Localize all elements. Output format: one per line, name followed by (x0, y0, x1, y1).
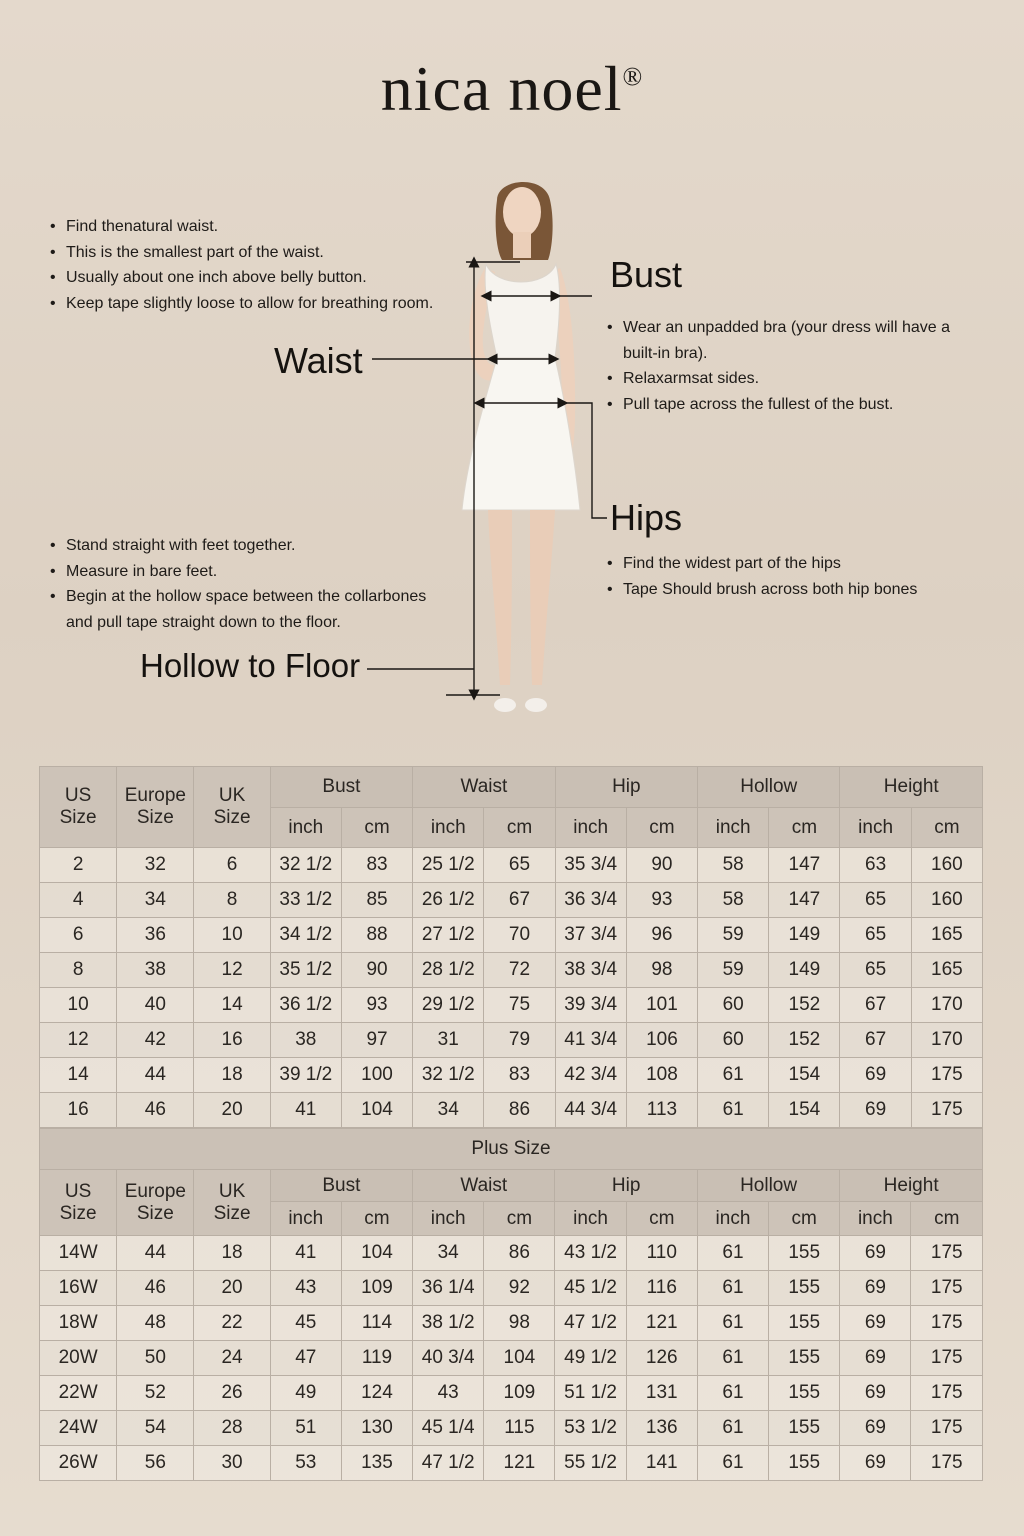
table-row (40, 1023, 983, 1058)
table-cell: 38 3/4 (555, 953, 626, 988)
table-cell: 26W (40, 1446, 117, 1481)
table-cell: 155 (769, 1341, 840, 1376)
table-cell: 175 (911, 1058, 982, 1093)
table-cell: 27 1/2 (413, 918, 484, 953)
table-cell: 104 (341, 1093, 412, 1128)
table-cell: 98 (626, 953, 697, 988)
table-cell: 28 (194, 1411, 270, 1446)
table-cell: 47 1/2 (413, 1446, 484, 1481)
table-cell: 152 (769, 1023, 840, 1058)
table-cell: 170 (911, 1023, 982, 1058)
list-item: • Find thenatural waist. (50, 214, 470, 240)
table-cell: 26 1/2 (413, 883, 484, 918)
bust-header: Bust (270, 767, 412, 808)
table-cell: 16 (194, 1023, 270, 1058)
table-cell: 88 (341, 918, 412, 953)
table-cell: 160 (911, 883, 982, 918)
table-cell: 42 3/4 (555, 1058, 626, 1093)
hollow-to-floor-label: Hollow to Floor (140, 647, 361, 684)
table-cell: 32 (117, 848, 194, 883)
table-cell: 147 (769, 883, 840, 918)
table-cell: 35 3/4 (555, 848, 626, 883)
waist-label: Waist (274, 340, 363, 381)
table-row (40, 1446, 983, 1481)
table-cell: 31 (413, 1023, 484, 1058)
table-cell: 36 (117, 918, 194, 953)
table-cell: 61 (697, 1271, 768, 1306)
unit-header: cm (911, 808, 982, 848)
table-cell: 92 (484, 1271, 555, 1306)
unit-header: cm (769, 808, 840, 848)
table-cell: 160 (911, 848, 982, 883)
table-cell: 155 (769, 1411, 840, 1446)
table-cell: 93 (626, 883, 697, 918)
table-cell: 41 (270, 1093, 341, 1128)
list-item: • This is the smallest part of the waist. (50, 240, 470, 266)
unit-header: inch (698, 808, 769, 848)
list-item: • Keep tape slightly loose to allow for breathing room. (50, 291, 470, 317)
table-cell: 42 (117, 1023, 194, 1058)
table-cell: 24 (194, 1341, 270, 1376)
table-cell: 104 (484, 1341, 555, 1376)
table-cell: 69 (840, 1341, 911, 1376)
table-cell: 51 1/2 (555, 1376, 626, 1411)
table-cell: 69 (840, 1306, 911, 1341)
table-cell: 59 (698, 918, 769, 953)
table-cell: 119 (341, 1341, 412, 1376)
table-cell: 175 (911, 1376, 983, 1411)
table-cell: 149 (769, 918, 840, 953)
table-row (40, 1058, 983, 1093)
table-cell: 155 (769, 1271, 840, 1306)
hollow-header: Hollow (697, 1170, 839, 1202)
unit-header: cm (341, 1202, 412, 1236)
table-cell: 46 (117, 1093, 194, 1128)
table-cell: 8 (40, 953, 117, 988)
table-cell: 32 1/2 (270, 848, 341, 883)
table-cell: 30 (194, 1446, 270, 1481)
unit-header: cm (484, 808, 555, 848)
table-cell: 12 (194, 953, 270, 988)
table-cell: 83 (341, 848, 412, 883)
list-item: • Find the widest part of the hips (607, 551, 987, 577)
table-cell: 61 (697, 1446, 768, 1481)
table-cell: 109 (484, 1376, 555, 1411)
table-cell: 61 (697, 1411, 768, 1446)
bust-header: Bust (270, 1170, 412, 1202)
unit-header: cm (341, 808, 412, 848)
table-cell: 48 (117, 1306, 194, 1341)
hips-label: Hips (610, 497, 683, 538)
table-cell: 130 (341, 1411, 412, 1446)
table-cell: 40 (117, 988, 194, 1023)
table-cell: 65 (484, 848, 555, 883)
model-figure-illustration (0, 160, 1024, 720)
table-row (40, 1376, 983, 1411)
table-row (40, 1306, 983, 1341)
unit-header: cm (626, 1202, 697, 1236)
table-cell: 34 (413, 1236, 484, 1271)
standard-size-table (39, 766, 983, 1128)
table-row (40, 1271, 983, 1306)
table-cell: 29 1/2 (413, 988, 484, 1023)
us-size-header: US Size (40, 767, 117, 848)
table-cell: 40 3/4 (413, 1341, 484, 1376)
uk-size-header: UK Size (194, 1170, 270, 1236)
unit-header: inch (270, 808, 341, 848)
table-cell: 141 (626, 1446, 697, 1481)
plus-size-title: Plus Size (40, 1129, 983, 1170)
table-cell: 69 (840, 1376, 911, 1411)
table-cell: 61 (698, 1058, 769, 1093)
table-cell: 108 (626, 1058, 697, 1093)
table-cell: 98 (484, 1306, 555, 1341)
table-cell: 96 (626, 918, 697, 953)
table-cell: 121 (626, 1306, 697, 1341)
us-size-header: US Size (40, 1170, 117, 1236)
table-cell: 4 (40, 883, 117, 918)
table-cell: 116 (626, 1271, 697, 1306)
unit-header: inch (270, 1202, 341, 1236)
table-cell: 20W (40, 1341, 117, 1376)
table-cell: 59 (698, 953, 769, 988)
table-cell: 52 (117, 1376, 194, 1411)
table-cell: 69 (840, 1411, 911, 1446)
table-cell: 61 (697, 1236, 768, 1271)
table-cell: 106 (626, 1023, 697, 1058)
table-cell: 10 (40, 988, 117, 1023)
table-cell: 41 3/4 (555, 1023, 626, 1058)
table-cell: 54 (117, 1411, 194, 1446)
europe-size-header: Europe Size (117, 767, 194, 848)
table-cell: 90 (626, 848, 697, 883)
table-cell: 155 (769, 1376, 840, 1411)
table-cell: 97 (341, 1023, 412, 1058)
table-cell: 175 (911, 1306, 983, 1341)
table-cell: 86 (484, 1093, 555, 1128)
table-row (40, 988, 983, 1023)
table-cell: 175 (911, 1446, 983, 1481)
table-cell: 110 (626, 1236, 697, 1271)
table-cell: 85 (341, 883, 412, 918)
table-cell: 55 1/2 (555, 1446, 626, 1481)
table-cell: 28 1/2 (413, 953, 484, 988)
table-cell: 60 (698, 1023, 769, 1058)
table-cell: 69 (840, 1271, 911, 1306)
table-cell: 36 3/4 (555, 883, 626, 918)
standard-table-header (40, 767, 983, 848)
table-cell: 63 (840, 848, 911, 883)
table-cell: 14 (194, 988, 270, 1023)
table-cell: 36 1/2 (270, 988, 341, 1023)
table-cell: 43 (413, 1376, 484, 1411)
table-cell: 32 1/2 (413, 1058, 484, 1093)
table-cell: 43 1/2 (555, 1236, 626, 1271)
hip-header: Hip (555, 767, 697, 808)
table-cell: 79 (484, 1023, 555, 1058)
table-cell: 69 (840, 1446, 911, 1481)
brand-logo (0, 52, 1024, 126)
table-cell: 38 (270, 1023, 341, 1058)
table-cell: 46 (117, 1271, 194, 1306)
table-cell: 58 (698, 883, 769, 918)
list-item: • Tape Should brush across both hip bones (607, 577, 987, 603)
unit-header: cm (769, 1202, 840, 1236)
list-item: • Begin at the hollow space between the collarbones and pull tape straight down to the floor. (50, 584, 450, 635)
table-cell: 65 (840, 918, 911, 953)
waist-header: Waist (413, 1170, 555, 1202)
table-cell: 93 (341, 988, 412, 1023)
table-row (40, 1093, 983, 1128)
plus-table-header (40, 1129, 983, 1236)
table-cell: 165 (911, 953, 982, 988)
table-cell: 6 (194, 848, 270, 883)
table-cell: 34 (413, 1093, 484, 1128)
table-cell: 41 (270, 1236, 341, 1271)
table-cell: 38 1/2 (413, 1306, 484, 1341)
table-cell: 58 (698, 848, 769, 883)
table-cell: 131 (626, 1376, 697, 1411)
table-cell: 175 (911, 1341, 983, 1376)
table-row (40, 1341, 983, 1376)
table-cell: 53 1/2 (555, 1411, 626, 1446)
waist-header: Waist (413, 767, 555, 808)
table-cell: 34 1/2 (270, 918, 341, 953)
table-cell: 24W (40, 1411, 117, 1446)
list-item: • Measure in bare feet. (50, 559, 450, 585)
table-row (40, 953, 983, 988)
table-cell: 113 (626, 1093, 697, 1128)
table-cell: 39 1/2 (270, 1058, 341, 1093)
table-cell: 47 1/2 (555, 1306, 626, 1341)
table-cell: 20 (194, 1093, 270, 1128)
table-cell: 175 (911, 1093, 982, 1128)
table-cell: 114 (341, 1306, 412, 1341)
height-header: Height (840, 767, 983, 808)
list-item: • Relaxarmsat sides. (607, 366, 987, 392)
unit-header: inch (840, 1202, 911, 1236)
table-cell: 45 (270, 1306, 341, 1341)
table-cell: 39 3/4 (555, 988, 626, 1023)
table-row (40, 918, 983, 953)
table-row (40, 1411, 983, 1446)
table-cell: 124 (341, 1376, 412, 1411)
table-cell: 37 3/4 (555, 918, 626, 953)
unit-header: inch (413, 808, 484, 848)
table-cell: 104 (341, 1236, 412, 1271)
unit-header: inch (555, 1202, 626, 1236)
table-cell: 65 (840, 883, 911, 918)
table-cell: 16W (40, 1271, 117, 1306)
table-cell: 10 (194, 918, 270, 953)
list-item: • Wear an unpadded bra (your dress will have a built-in bra). (607, 315, 987, 366)
table-cell: 100 (341, 1058, 412, 1093)
table-cell: 22W (40, 1376, 117, 1411)
table-cell: 165 (911, 918, 982, 953)
table-cell: 69 (840, 1093, 911, 1128)
bust-label: Bust (610, 254, 683, 295)
table-cell: 175 (911, 1271, 983, 1306)
table-cell: 136 (626, 1411, 697, 1446)
unit-header: inch (413, 1202, 484, 1236)
table-cell: 44 3/4 (555, 1093, 626, 1128)
plus-size-table (39, 1128, 983, 1481)
table-cell: 149 (769, 953, 840, 988)
table-cell: 90 (341, 953, 412, 988)
table-cell: 2 (40, 848, 117, 883)
table-cell: 6 (40, 918, 117, 953)
table-cell: 121 (484, 1446, 555, 1481)
standard-table-body (40, 848, 983, 1128)
table-cell: 154 (769, 1093, 840, 1128)
table-cell: 69 (840, 1236, 911, 1271)
europe-size-header: Europe Size (117, 1170, 194, 1236)
table-cell: 175 (911, 1411, 983, 1446)
table-cell: 61 (697, 1306, 768, 1341)
table-cell: 60 (698, 988, 769, 1023)
table-cell: 53 (270, 1446, 341, 1481)
table-cell: 43 (270, 1271, 341, 1306)
table-cell: 18W (40, 1306, 117, 1341)
table-cell: 38 (117, 953, 194, 988)
brand-name: nica noel (380, 53, 623, 124)
table-cell: 75 (484, 988, 555, 1023)
table-cell: 45 1/4 (413, 1411, 484, 1446)
table-cell: 49 1/2 (555, 1341, 626, 1376)
table-cell: 14 (40, 1058, 117, 1093)
hip-header: Hip (555, 1170, 697, 1202)
table-cell: 170 (911, 988, 982, 1023)
table-cell: 8 (194, 883, 270, 918)
table-cell: 61 (698, 1093, 769, 1128)
registered-mark: ® (622, 62, 644, 91)
table-cell: 67 (484, 883, 555, 918)
table-cell: 147 (769, 848, 840, 883)
table-cell: 65 (840, 953, 911, 988)
table-cell: 18 (194, 1058, 270, 1093)
table-cell: 154 (769, 1058, 840, 1093)
table-cell: 155 (769, 1236, 840, 1271)
unit-header: cm (484, 1202, 555, 1236)
hollow-header: Hollow (698, 767, 840, 808)
table-cell: 14W (40, 1236, 117, 1271)
unit-header: inch (555, 808, 626, 848)
table-cell: 12 (40, 1023, 117, 1058)
table-cell: 44 (117, 1236, 194, 1271)
table-cell: 69 (840, 1058, 911, 1093)
list-item: • Pull tape across the fullest of the bust. (607, 392, 987, 418)
table-row (40, 883, 983, 918)
table-cell: 109 (341, 1271, 412, 1306)
table-cell: 101 (626, 988, 697, 1023)
unit-header: inch (697, 1202, 768, 1236)
table-cell: 67 (840, 1023, 911, 1058)
table-cell: 25 1/2 (413, 848, 484, 883)
table-cell: 44 (117, 1058, 194, 1093)
uk-size-header: UK Size (194, 767, 270, 848)
table-cell: 20 (194, 1271, 270, 1306)
table-cell: 70 (484, 918, 555, 953)
table-cell: 47 (270, 1341, 341, 1376)
table-cell: 35 1/2 (270, 953, 341, 988)
unit-header: cm (911, 1202, 983, 1236)
table-row (40, 848, 983, 883)
table-cell: 34 (117, 883, 194, 918)
table-cell: 155 (769, 1446, 840, 1481)
table-cell: 26 (194, 1376, 270, 1411)
list-item: • Usually about one inch above belly button. (50, 265, 470, 291)
table-cell: 33 1/2 (270, 883, 341, 918)
table-cell: 72 (484, 953, 555, 988)
table-cell: 175 (911, 1236, 983, 1271)
table-cell: 115 (484, 1411, 555, 1446)
table-cell: 16 (40, 1093, 117, 1128)
table-cell: 67 (840, 988, 911, 1023)
list-item: • Stand straight with feet together. (50, 533, 450, 559)
height-header: Height (840, 1170, 983, 1202)
table-cell: 22 (194, 1306, 270, 1341)
table-cell: 61 (697, 1341, 768, 1376)
table-cell: 83 (484, 1058, 555, 1093)
table-cell: 155 (769, 1306, 840, 1341)
table-row (40, 1236, 983, 1271)
table-cell: 126 (626, 1341, 697, 1376)
unit-header: inch (840, 808, 911, 848)
table-cell: 50 (117, 1341, 194, 1376)
table-cell: 86 (484, 1236, 555, 1271)
table-cell: 36 1/4 (413, 1271, 484, 1306)
plus-table-body (40, 1236, 983, 1481)
table-cell: 56 (117, 1446, 194, 1481)
unit-header: cm (626, 808, 697, 848)
table-cell: 61 (697, 1376, 768, 1411)
table-cell: 49 (270, 1376, 341, 1411)
table-cell: 135 (341, 1446, 412, 1481)
table-cell: 45 1/2 (555, 1271, 626, 1306)
table-cell: 18 (194, 1236, 270, 1271)
table-cell: 152 (769, 988, 840, 1023)
table-cell: 51 (270, 1411, 341, 1446)
